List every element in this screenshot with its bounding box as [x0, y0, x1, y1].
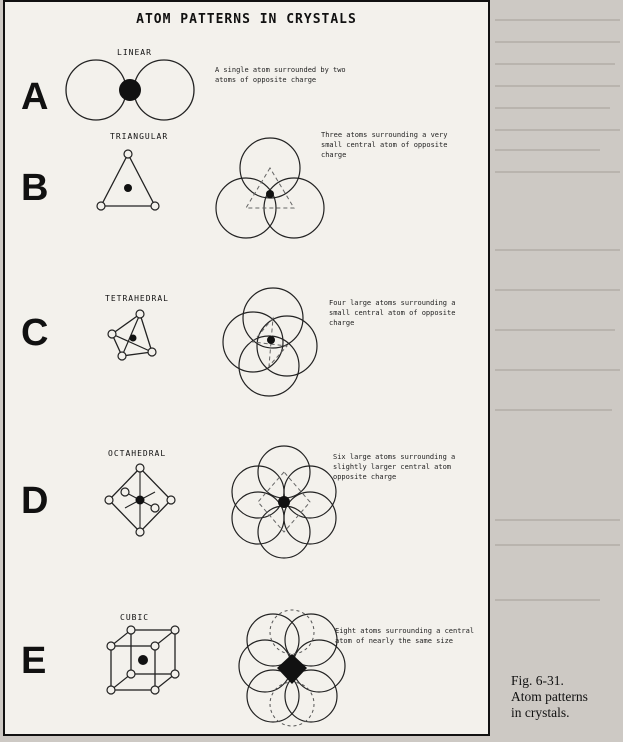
pattern-name: CUBIC: [120, 613, 150, 622]
triangular-large-icon: [210, 132, 330, 242]
pattern-name: OCTAHEDRAL: [108, 449, 167, 458]
atom-patterns-figure: [3, 0, 490, 736]
pattern-description: Eight atoms surrounding a central atom of nearly the same size: [335, 627, 475, 645]
pattern-name: TETRAHEDRAL: [105, 294, 169, 303]
figure-title: ATOM PATTERNS IN CRYSTALS: [136, 12, 357, 27]
caption-line: Atom patterns: [511, 689, 588, 704]
octahedral-large-icon: [230, 442, 340, 557]
tetrahedral-small-icon: [100, 304, 170, 364]
triangular-small-icon: [93, 146, 163, 216]
cubic-large-icon: [237, 610, 347, 728]
pattern-description: Three atoms surrounding a very small central atom of opposite charge: [321, 131, 448, 159]
row-letter: D: [21, 480, 49, 522]
cubic-small-icon: [105, 624, 185, 704]
pattern-name: TRIANGULAR: [110, 132, 169, 141]
row-letter: A: [21, 76, 49, 118]
pattern-description: Four large atoms surrounding a small central atom of opposite charge: [329, 299, 456, 327]
caption-line: Fig. 6-31.: [511, 673, 564, 688]
caption-line: in crystals.: [511, 705, 570, 720]
octahedral-small-icon: [103, 462, 177, 540]
linear-pattern-icon: [60, 54, 200, 126]
figure-caption: [511, 673, 588, 721]
row-letter: E: [21, 640, 47, 682]
pattern-name: LINEAR: [117, 48, 152, 57]
row-letter: B: [21, 167, 49, 209]
pattern-description: Six large atoms surrounding a slightly larger central atom opposite charge: [333, 453, 456, 481]
row-letter: C: [21, 312, 49, 354]
pattern-description: A single atom surrounded by two atoms of opposite charge: [215, 66, 346, 84]
tetrahedral-large-icon: [215, 284, 325, 399]
